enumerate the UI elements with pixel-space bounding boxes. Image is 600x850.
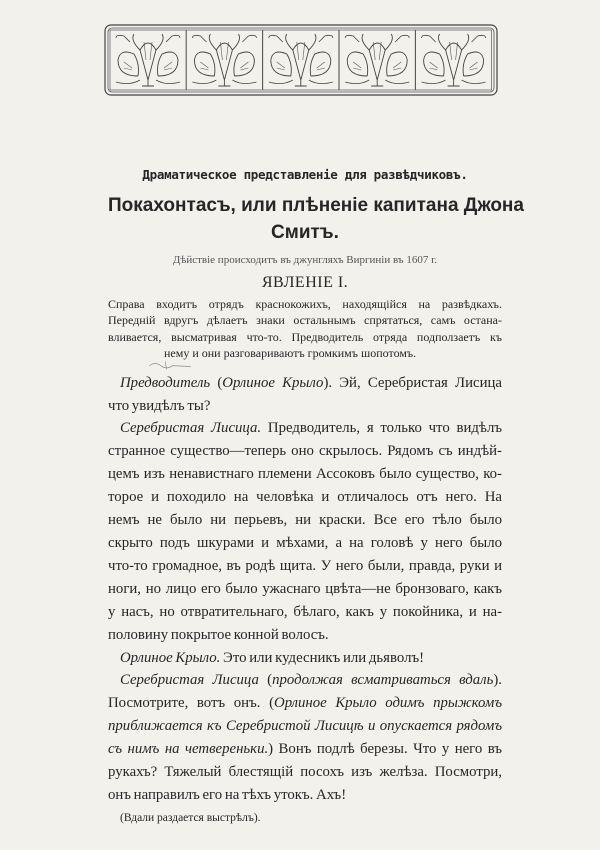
ornament-panel [110,30,186,90]
stage-direction-line: Передній вдругъ дѣлаетъ знаки остальнымъ спрятаться, самъ остана- [108,313,502,328]
roman-text: ) Вонъ подлѣ березы. Что у него въ [268,741,502,758]
dialogue-line [108,761,502,784]
roman-text: немъ не было ни перьевъ, ни краски. Все его тѣло было [108,512,502,529]
italic-text: продолжая всматриваться вдаль [272,672,494,689]
ornament-panel [186,30,262,90]
final-stage-direction: (Вдали раздается выстрѣлъ). [120,811,261,824]
roman-text: Предводитель, я только что видѣлъ [261,420,503,437]
italic-text: съ нимъ на четвереньки. [108,741,269,758]
text-column [108,166,524,827]
dialogue-line [108,715,502,738]
dialogue-line [108,669,502,692]
stage-direction-line: нему и они разговариваютъ громкимъ шопотомъ. [164,346,417,361]
roman-text: Посмотрите, вотъ онъ. ( [108,695,275,712]
ornament-panel [339,30,415,90]
italic-text: Орлиное Крыло одимъ прыжкомъ [274,695,502,712]
dialogue-line [108,417,502,440]
dialogue-line [108,624,502,647]
ornament-panel [416,30,492,90]
dialogue-line [108,532,502,555]
dialogue-line [108,372,502,395]
italic-text: Серебристая Лисица [120,672,259,689]
dialogue-line [108,601,502,624]
scene-heading: ЯВЛЕНІЕ І. [261,274,349,291]
dialogue-line [108,578,502,601]
roman-text: ). Эй, Серебристая Лисица [323,374,502,391]
setting-line: Дѣйствіе происходитъ въ джунгляхъ Виргиніи въ 1607 г. [172,254,438,266]
dialogue-line [108,784,502,807]
roman-text: скрыто подъ шкурами и мѣхами, а на головѣ у него было [108,534,502,551]
decorative-header-ornament [104,24,498,96]
ornament-panel [263,30,339,90]
roman-text: ( [210,374,223,391]
play-kicker: Драматическое представленіе для развѣдчиковъ. [142,167,468,182]
roman-text: у насъ, но отвратительнаго, бѣлаго, какъ у покойника, и на- [108,603,502,620]
stage-direction-line: Справа входитъ отрядъ краснокожихъ, находящійся на развѣдкахъ. [108,297,502,311]
roman-text: ( [258,672,273,689]
dialogue-line [108,509,502,532]
stage-direction [108,296,502,362]
dialogue-line [108,440,502,463]
dialogue-line [108,692,502,715]
play-title-line2: Смитъ. [271,222,339,243]
italic-text: Орлиное Крыло. [120,649,221,666]
roman-text: торое и походило на человѣка и отличалось отъ него. На [108,489,502,506]
roman-text: что увидѣлъ ты? [108,397,211,414]
dialogue-line [108,647,502,670]
italic-text: Орлиное Крыло [222,374,324,391]
roman-text: Это или кудесникъ или дьяволъ! [220,649,425,666]
dialogue-line [108,738,502,761]
roman-text: цемъ изъ ненавистнаго племени Ассоковъ было существо, ко- [108,466,502,483]
dialogue-line [108,555,502,578]
italic-text: Серебристая Лисица. [120,420,262,437]
stage-direction-line: вливается, высматривая что-то. Предводитель отряда подползаетъ къ [108,329,502,344]
dialogue-body [108,372,502,807]
play-title-line1: Покахонтасъ, или плѣненіе капитана Джона [108,195,524,216]
italic-text: Предводитель [120,374,211,391]
roman-text: онъ направилъ его на тѣхъ утокъ. Ахъ! [108,786,347,803]
dialogue-line [108,395,502,418]
roman-text: странное существо—теперь оно скрылось. Рядомъ съ индѣй- [108,443,502,460]
roman-text: что-то громадное, въ родѣ щита. У него были, правда, руки и [108,557,502,574]
italic-text: приближается къ Серебристой Лисицѣ и опускается рядомъ [108,718,502,735]
dialogue-line [108,463,502,486]
dialogue-line [108,486,502,509]
roman-text: рукахъ? Тяжелый блестящій посохъ изъ желѣза. Посмотри, [108,764,502,781]
roman-text: ноги, но лицо его было ужаснаго цвѣта—не бронзоваго, какъ [108,580,502,597]
roman-text: половину покрытое конной волосъ. [108,626,329,643]
roman-text: ). [493,672,502,689]
